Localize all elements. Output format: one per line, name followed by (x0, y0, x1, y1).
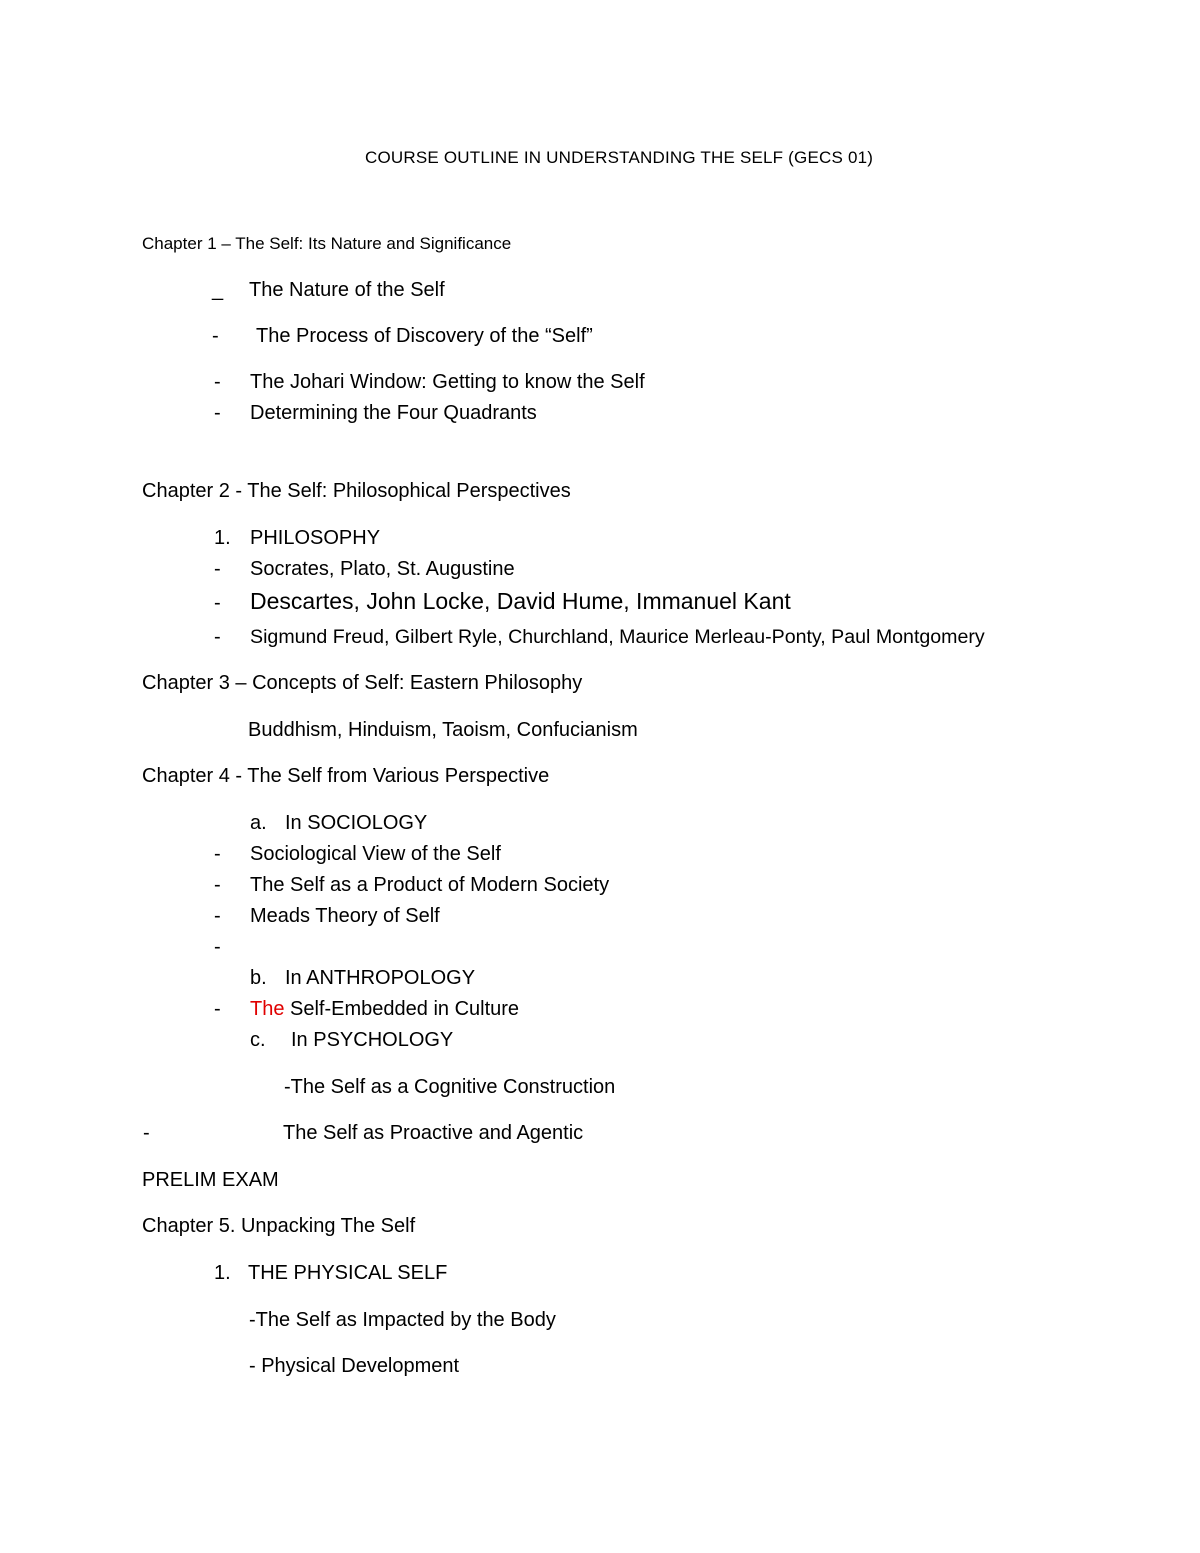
chapter-1-item: The Process of Discovery of the “Self” (256, 325, 593, 347)
section-anthropology-label: In ANTHROPOLOGY (285, 967, 476, 989)
bullet-marker: - (214, 402, 221, 424)
bullet-marker: - (214, 998, 221, 1020)
list-number: 1. (214, 1262, 231, 1284)
list-letter: c. (250, 1029, 266, 1051)
bullet-marker: - (214, 626, 221, 648)
chapter-2-item: Descartes, John Locke, David Hume, Immanuel Kant (250, 588, 791, 614)
psychology-item: -The Self as a Cognitive Construction (284, 1076, 616, 1098)
chapter-5-item: - Physical Development (249, 1355, 460, 1377)
chapter-5-item: -The Self as Impacted by the Body (249, 1309, 556, 1331)
chapter-1-item: The Nature of the Self (249, 279, 445, 301)
chapter-2-heading: Chapter 2 - The Self: Philosophical Perspectives (142, 480, 571, 502)
chapter-5-list-label: THE PHYSICAL SELF (248, 1262, 448, 1284)
list-letter: a. (250, 812, 267, 834)
chapter-1-heading: Chapter 1 – The Self: Its Nature and Significance (142, 234, 512, 253)
bullet-marker: - (214, 843, 221, 865)
bullet-marker: _ (212, 279, 224, 301)
anthropology-item (250, 997, 519, 1021)
bullet-marker: - (214, 936, 221, 958)
list-number: 1. (214, 527, 231, 549)
bullet-marker: - (214, 558, 221, 580)
sociology-item: The Self as a Product of Modern Society (250, 874, 610, 896)
chapter-5-heading: Chapter 5. Unpacking The Self (142, 1215, 416, 1237)
document-title: COURSE OUTLINE IN UNDERSTANDING THE SELF (GECS 01) (365, 148, 874, 167)
chapter-2-item: Socrates, Plato, St. Augustine (250, 558, 515, 580)
bullet-marker: - (214, 371, 221, 393)
chapter-3-heading: Chapter 3 – Concepts of Self: Eastern Philosophy (142, 672, 583, 694)
chapter-1-item: Determining the Four Quadrants (250, 402, 537, 424)
section-psychology-label: In PSYCHOLOGY (291, 1029, 454, 1051)
bullet-marker: - (214, 592, 221, 614)
highlighted-word: The (250, 998, 285, 1020)
chapter-4-heading: Chapter 4 - The Self from Various Perspective (142, 765, 550, 787)
section-sociology-label: In SOCIOLOGY (285, 812, 428, 834)
bullet-marker: - (214, 874, 221, 896)
bullet-marker: - (212, 325, 219, 347)
chapter-2-list-label: PHILOSOPHY (250, 527, 381, 549)
chapter-1-item: The Johari Window: Getting to know the Self (250, 371, 645, 393)
anthropology-item-text: Self-Embedded in Culture (284, 998, 520, 1020)
list-letter: b. (250, 967, 267, 989)
psychology-item: The Self as Proactive and Agentic (283, 1122, 584, 1144)
sociology-item: Meads Theory of Self (250, 905, 440, 927)
chapter-2-item: Sigmund Freud, Gilbert Ryle, Churchland, Maurice Merleau-Ponty, Paul Montgomery (250, 626, 985, 648)
prelim-exam-label: PRELIM EXAM (142, 1169, 279, 1191)
chapter-3-body: Buddhism, Hinduism, Taoism, Confucianism (248, 719, 638, 741)
sociology-item: Sociological View of the Self (250, 843, 501, 865)
bullet-marker: - (143, 1122, 150, 1144)
bullet-marker: - (214, 905, 221, 927)
